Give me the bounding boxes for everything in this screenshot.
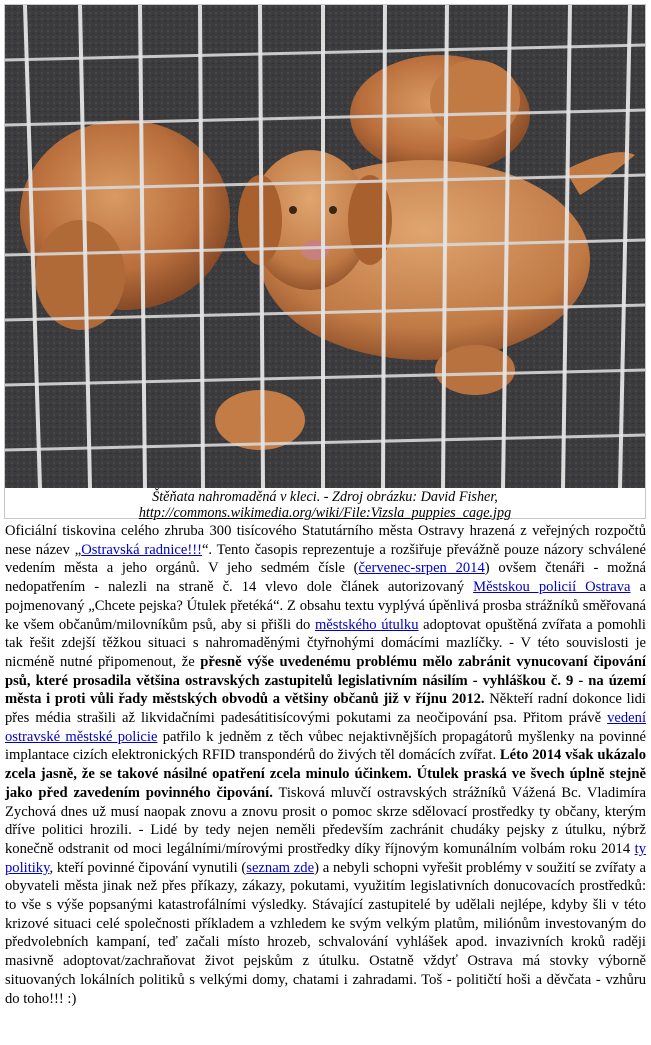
- text-segment: Tisková mluvčí ostravských strážníků Vážená Bc. Vladimíra Zychová dnes už musí naopak znovu a znovu prosit o pomoc skrze sdělovací prostředky ty občany, kterým dříve politici hrozili. - Lidé by tedy nejen neměli především zachránit chudáky pejsky z útulku, nýbrž konečně odstranit od moci legálními/mírovými prostředky díky říjnovým komunálním volbám roku 2014: [5, 784, 646, 857]
- caption-text: Štěňata nahromaděná v kleci. - Zdroj obrázku: David Fisher,: [152, 489, 498, 505]
- text-segment: ) ovšem čtenáři - možná nedopatřením - nalezli na straně č. 14 vlevo dole článek autorizovaný: [5, 560, 647, 596]
- link-mestsky-utulek[interactable]: městského útulku: [314, 616, 419, 633]
- text-segment: , kteří povinné čipování vynutili (: [49, 859, 247, 876]
- text-segment: ) a nebyli schopni vyřešit problémy v soužití se zvířaty a obyvateli města jinak než přes příkazy, zákazy, pokutami, využitím legislativních donucovacích prostředků: to vše s výše popsanými katastrofálními výsledky. Stávající zastupitelé by udělali nejlépe, kdyby šli v této krizové situaci celé společnosti příkladem a vzhledem ke svým velkým platům, miliónům investovaným do předvolebních kampaní, teď začali místo hrozeb, schvalování vyhlášek apod. invazivních kroků raději masivně adoptovat/zachraňovat život pejskům z útulku. Ostatně vždyť Ostrava má stovky výborně situovaných lokálních politiků s velkými domy, chatami i zahradami. Toš - političtí hoši a děvčata - vzhůru do toho!!! :): [5, 859, 647, 1007]
- text-segment: a pojmenovaný „Chcete pejska? Útulek přetéká“. Z obsahu textu vyplývá úpěnlivá prosba strážníků směřovaná ke všem občanům/milovníkům psů, aby si přišli do: [5, 579, 646, 633]
- caption-source-link[interactable]: http://commons.wikimedia.org/wiki/File:Vizsla_puppies_cage.jpg: [138, 505, 512, 521]
- link-ostravska-radnice[interactable]: Ostravská radnice!!!: [81, 541, 202, 558]
- link-mestska-policie[interactable]: Městskou policií Ostrava: [473, 579, 631, 596]
- link-seznam-zde[interactable]: seznam zde: [246, 859, 315, 876]
- photo-figure: [4, 4, 646, 519]
- bold-statement: přesně výše uvedenému problému mělo zabránit vynucovaní čipování psů, které prosadila většina ostravských zastupitelů legislativním násilím - vyhláškou č. 9 - na území města i proti vůli řady městských obvodů a většiny občanů již v říjnu 2012.: [5, 653, 646, 708]
- text-segment: adoptovat opuštěná zvířata a pomohli tak řešit zdejší těžkou situaci s nahromaděnými čtyřnohými domácími mazlíčky. - V této souvislosti je nicméně nutné připomenout, že: [5, 616, 646, 670]
- link-vedeni-policie[interactable]: vedení ostravské městské policie: [5, 710, 646, 745]
- puppies-in-cage-photo: [5, 5, 645, 488]
- link-cervenec-srpen-2014[interactable]: červenec-srpen 2014: [358, 560, 485, 577]
- text-segment: Někteří radní dokonce lidi přes média strašili až likvidačními padesátitisícovými pokutami za neočipování psa. Přitom právě: [5, 691, 646, 727]
- text-segment: Oficiální tiskovina celého zhruba 300 tisícového Statutárního města Ostravy hrazená z veřejných rozpočtů nese název „: [5, 523, 646, 558]
- article-body: [5, 522, 646, 1008]
- link-ty-politiky[interactable]: ty politiky: [5, 840, 646, 876]
- photo-caption: [5, 489, 645, 521]
- text-segment: “. Tento časopis reprezentuje a rozšiřuje převážně pouze názory schválené vedením města a jeho orgánů. V jeho sedmém čísle (: [5, 541, 647, 577]
- bold-statement: Léto 2014 však ukázalo zcela jasně, že se takové násilné opatření zcela minulo účinkem. Útulek praská ve švech úplně stejně jako před zavedením povinného čipování.: [5, 747, 646, 801]
- text-segment: patřilo k jedněm z těch vůbec nejaktivnějších propagátorů myšlenky na povinné implantace cizích elektronických RFID transpondérů do živých těl domácích zvířat.: [5, 728, 646, 764]
